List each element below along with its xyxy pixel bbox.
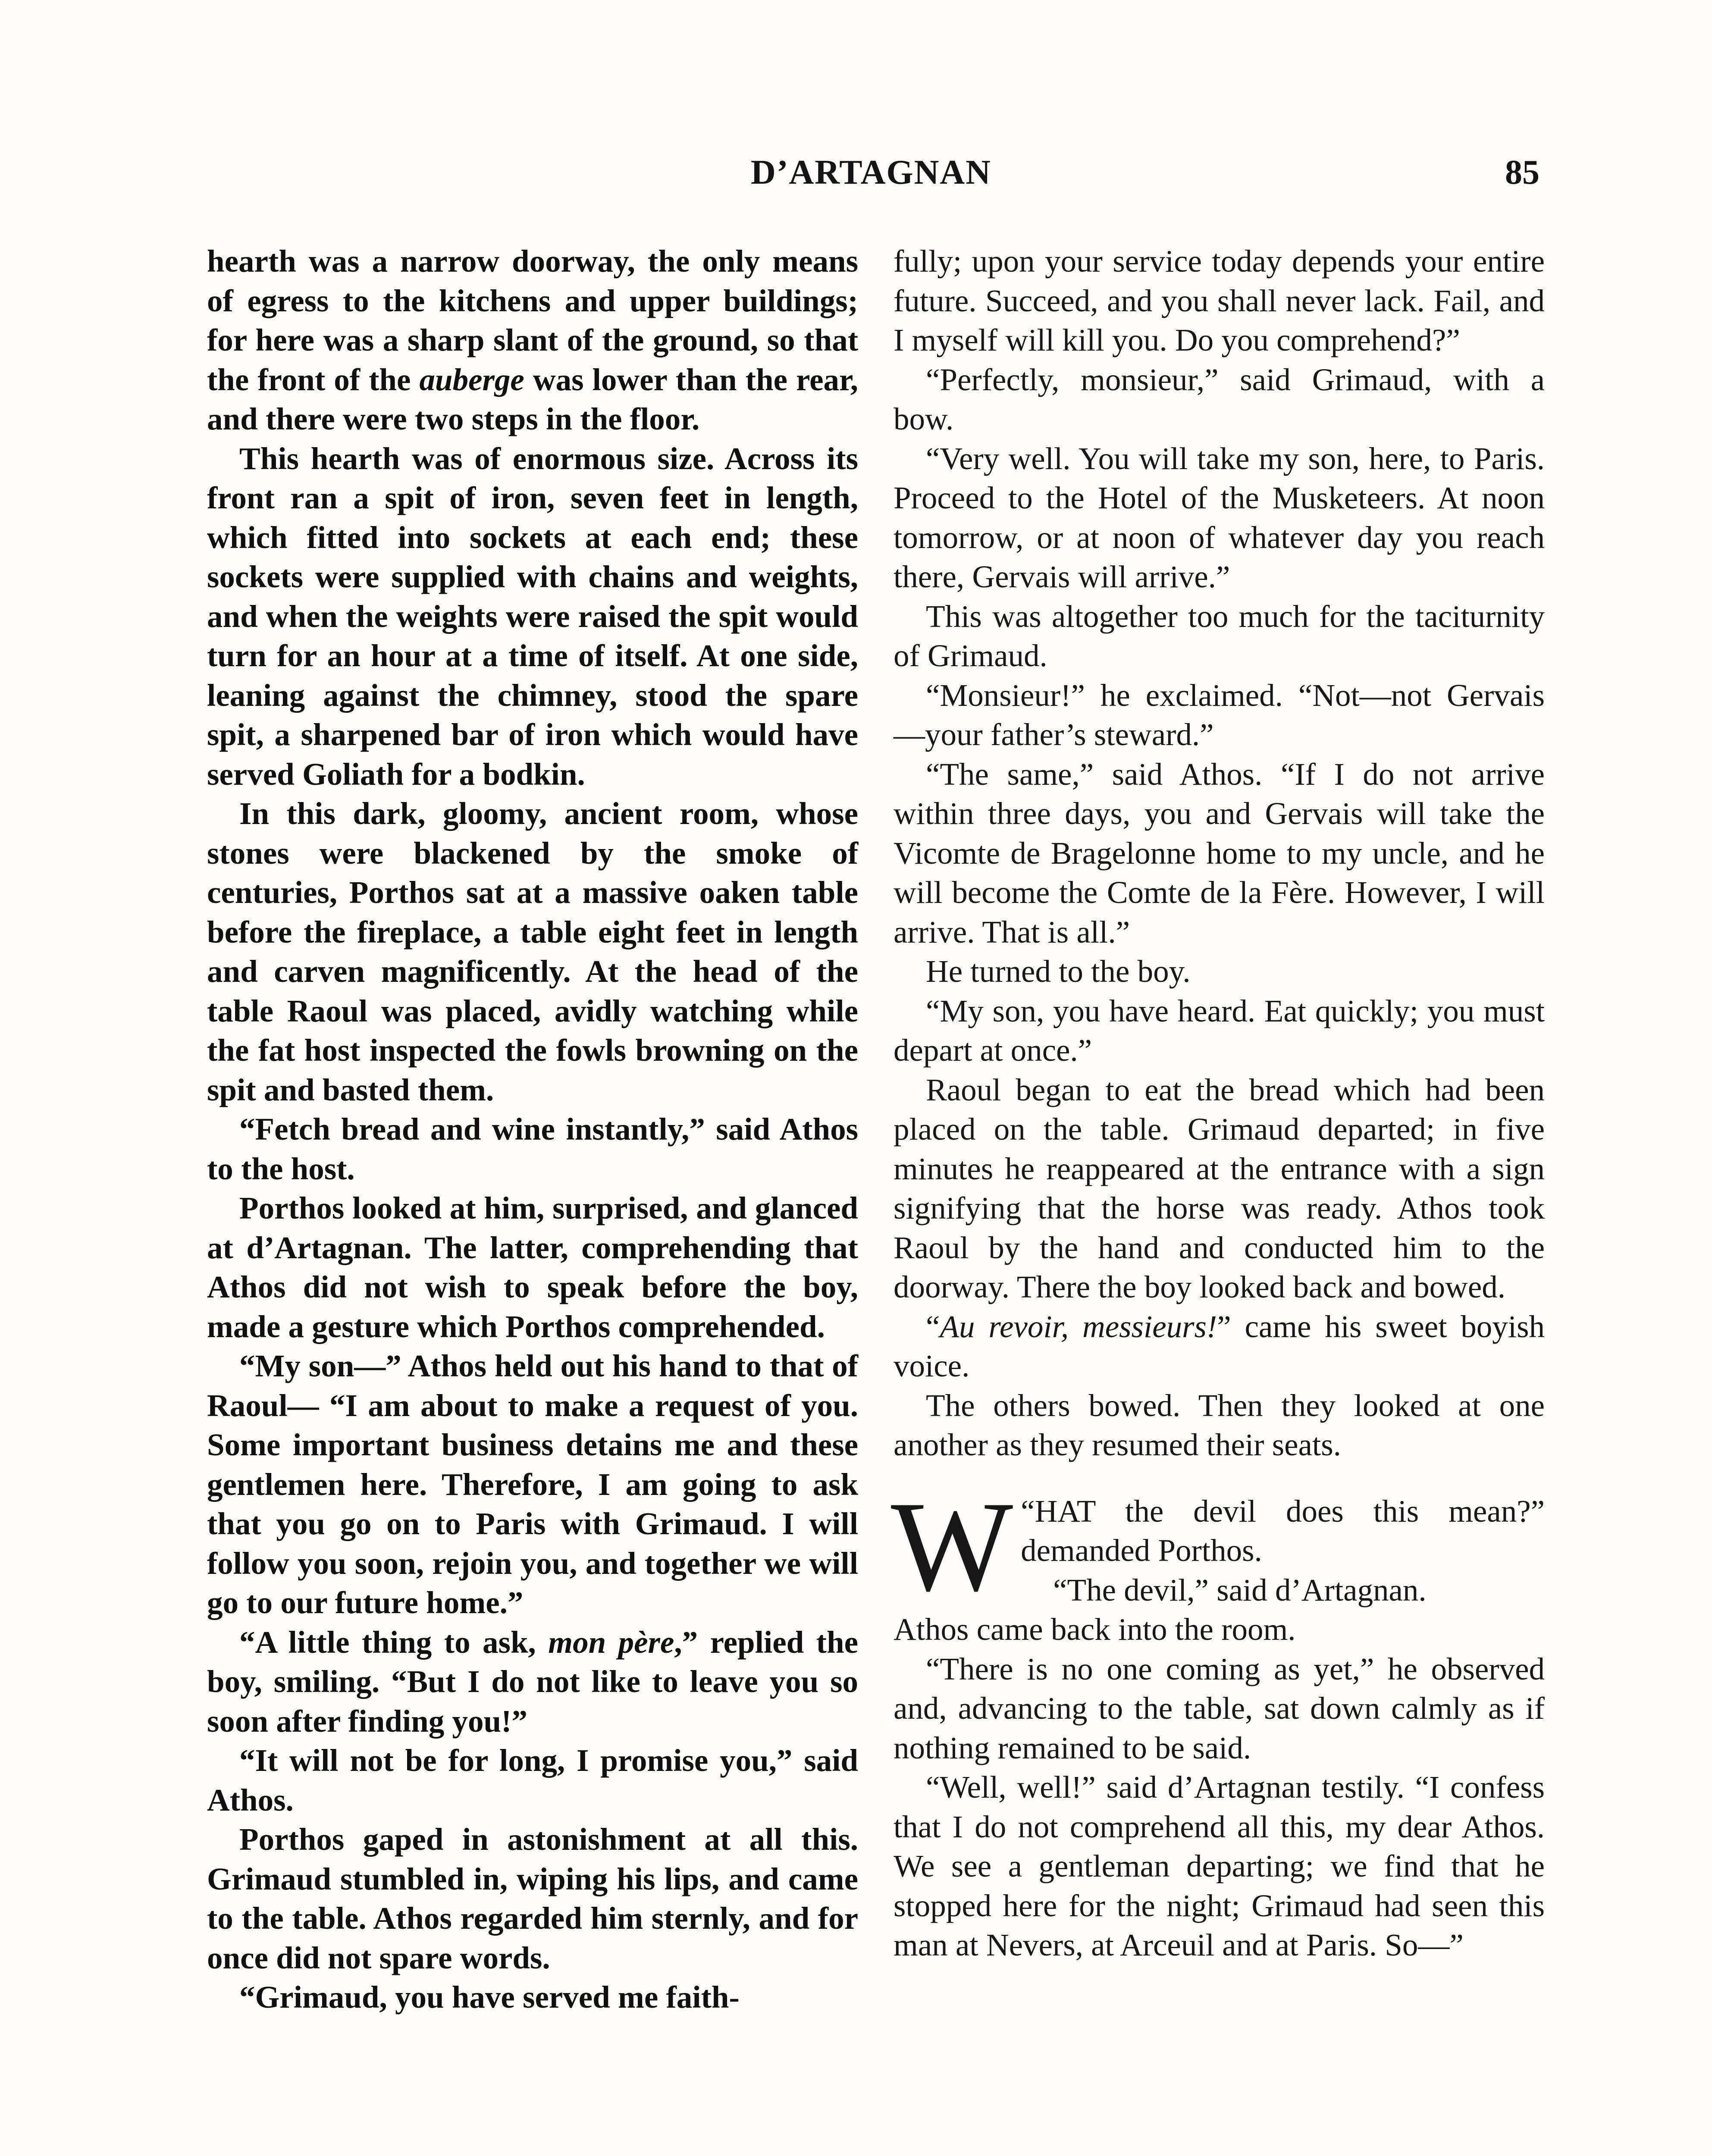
paragraph: “Au revoir, messieurs!” came his sweet boyish voice. xyxy=(894,1309,1545,1383)
paragraph: “My son, you have heard. Eat quickly; you must depart at once.” xyxy=(894,993,1545,1068)
paragraph: “The same,” said Athos. “If I do not arrive within three days, you and Gervais will take the Vicomte de Bragelonne home to my uncle, and he will become the Comte de la Fère. However, I will arrive. That is all.” xyxy=(894,756,1545,950)
paragraph: This was altogether too much for the taciturnity of Grimaud. xyxy=(894,599,1545,673)
drop-cap: W xyxy=(891,1474,1013,1618)
open-quote: “ xyxy=(1021,1493,1035,1529)
paragraph: This hearth was of enormous size. Across its front ran a spit of iron, seven feet in length, which fitted into sockets at each end; these sockets were supplied with chains and weights, and when the weights were raised the spit would turn for an hour at a time of itself. At one side, leaning against the chimney, stood the spare spit, a sharpened bar of iron which would have served Goliath for a bodkin. xyxy=(207,441,858,792)
page-header xyxy=(203,153,1540,201)
paragraph: “Perfectly, monsieur,” said Grimaud, with a bow. xyxy=(894,362,1545,436)
paragraph: The others bowed. Then they looked at one another as they resumed their seats. xyxy=(894,1388,1545,1462)
paragraph: “My son—” Athos held out his hand to that of Raoul— “I am about to make a request of you. Some important business detains me and these gentlemen here. Therefore, I am going to ask that you go on to Paris with Grimaud. I will follow you soon, rejoin you, and together we will go to our future home.” xyxy=(207,1348,858,1620)
left-column xyxy=(207,241,858,2017)
page-number: 85 xyxy=(1505,154,1540,191)
paragraph: In this dark, gloomy, ancient room, whose stones were blackened by the smoke of centuries, Porthos sat at a massive oaken table before the fireplace, a table eight feet in length and carven magnificently. At the head of the table Raoul was placed, avidly watching while the fat host inspected the fowls browning on the spit and basted them. xyxy=(207,796,858,1107)
paragraph: “There is no one coming as yet,” he observed and, advancing to the table, sat down calmly as if nothing remained to be said. xyxy=(894,1651,1545,1765)
paragraph: “Monsieur!” he exclaimed. “Not—not Gervais—your father’s steward.” xyxy=(894,677,1545,752)
paragraph: He turned to the boy. xyxy=(926,954,1191,989)
paragraph: Porthos looked at him, surprised, and glanced at d’Artagnan. The latter, comprehending that Athos did not wish to speak before the boy, made a gesture which Porthos comprehended. xyxy=(207,1191,858,1344)
paragraph: “A little thing to ask, mon père,” replied the boy, smiling. “But I do not like to leave you so soon after finding you!” xyxy=(207,1624,858,1739)
paragraph: “The devil,” said d’Artagnan. xyxy=(1053,1572,1427,1608)
paragraph: “Well, well!” said d’Artagnan testily. “I confess that I do not comprehend all this, my dear Athos. We see a gentleman departing; we find that he stopped here for the night; Grimaud had seen this man at Nevers, at Arceuil and at Paris. So—” xyxy=(894,1770,1545,1962)
paragraph: “Fetch bread and wine instantly,” said Athos to the host. xyxy=(207,1112,858,1186)
paragraph: fully; upon your service today depends your entire future. Succeed, and you shall never lack. Fail, and I myself will kill you. Do you comprehend?” xyxy=(894,244,1545,357)
paragraph: Raoul began to eat the bread which had been placed on the table. Grimaud departed; in five minutes he reappeared at the entrance with a sign signifying that the horse was ready. Athos took Raoul by the hand and conducted him to the doorway. There the boy looked back and bowed. xyxy=(894,1072,1545,1304)
paragraph: Athos came back into the room. xyxy=(894,1612,1296,1647)
right-column xyxy=(891,241,1545,1965)
paragraph: Porthos gaped in astonishment at all this. Grimaud stumbled in, wiping his lips, and came to the table. Athos regarded him sternly, and for once did not spare words. xyxy=(207,1822,858,1975)
paragraph: hearth was a narrow doorway, the only means of egress to the kitchens and upper buildings; for here was a sharp slant of the ground, so that the front of the auberge was lower than the rear, and there were two steps in the floor. xyxy=(207,244,858,436)
paragraph: “Very well. You will take my son, here, to Paris. Proceed to the Hotel of the Musketeers. At noon tomorrow, or at noon of whatever day you reach there, Gervais will arrive.” xyxy=(894,441,1545,594)
running-title: D’ARTAGNAN xyxy=(751,154,991,191)
opening-text: HAT the devil does this mean?” demanded Porthos. xyxy=(1021,1493,1545,1568)
paragraph: “Grimaud, you have served me faith- xyxy=(239,1980,740,2015)
paragraph: “It will not be for long, I promise you,” said Athos. xyxy=(207,1743,858,1818)
